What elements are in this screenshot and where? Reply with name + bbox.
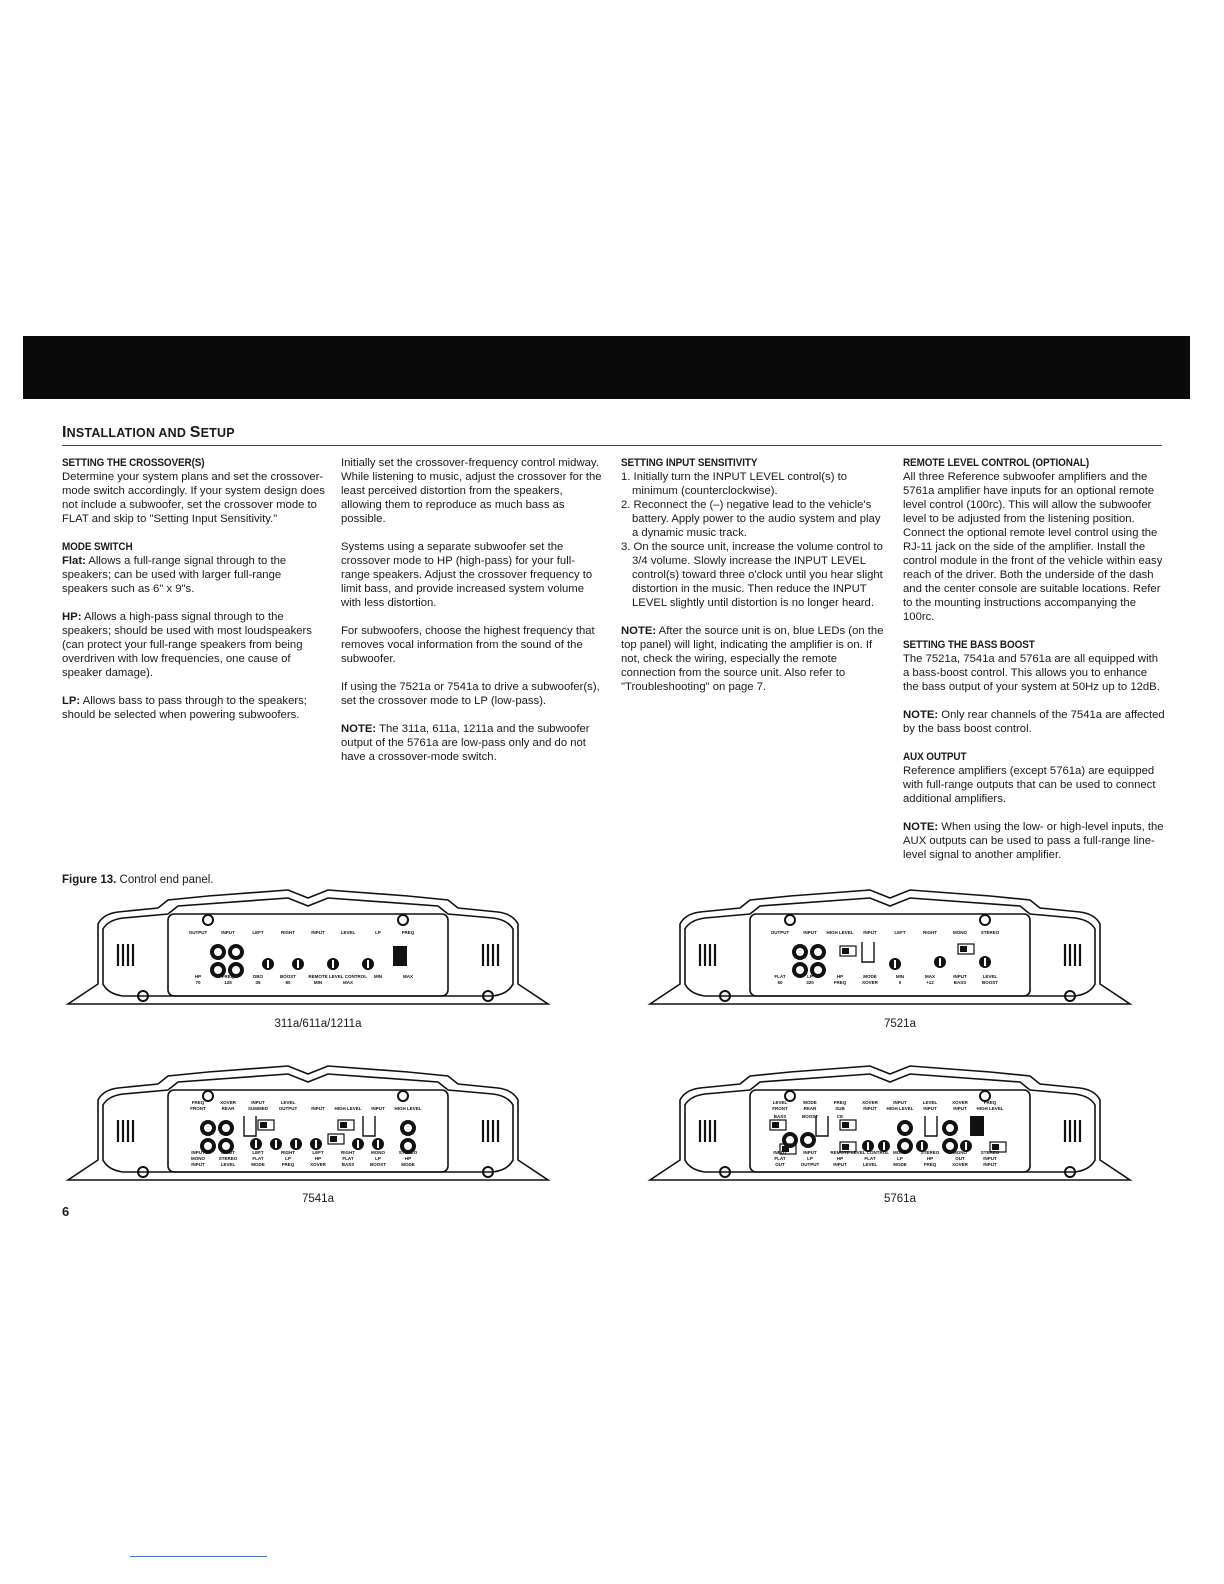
panel-text-label: INPUT (953, 1106, 967, 1111)
knob-pointer (377, 1140, 379, 1148)
paragraph-aux-output: Reference amplifiers (except 5761a) are equipped with full-range outputs that can be used to connect additional amplifiers. (903, 765, 1156, 805)
rca-jack-center (946, 1142, 954, 1150)
panel-text-label: HP (314, 1156, 322, 1161)
panel-text-label: STEREO (218, 1156, 238, 1161)
panel-text-label: MONO (953, 1150, 967, 1155)
panel-text-label: FRONT (190, 1106, 206, 1111)
panel-text-label: BASS (341, 1162, 355, 1167)
panel-text-label: OUTPUT (278, 1106, 298, 1111)
rca-jack-center (214, 948, 222, 956)
panel-text-label: BOOST (369, 1162, 387, 1167)
panel-text-label: LP (375, 930, 381, 935)
panel-text-label: BOOST (801, 1114, 819, 1119)
panel-text-label: MONO (371, 1150, 385, 1155)
panel-text-label: REAR (221, 1106, 235, 1111)
panel-text-label: MAX (343, 980, 353, 985)
knob-pointer (939, 958, 941, 966)
step-item: 1. Initially turn the INPUT LEVEL control(s) to minimum (counterclockwise). (621, 471, 848, 497)
paragraph-crossover-midway: Initially set the crossover-frequency control midway. While listening to music, adjust the crossover for the least perceived distortion from the speakers, allowing them to reproduce as much bass as possible. (341, 457, 602, 525)
panel-text-label: LEFT (252, 1150, 264, 1155)
panel-text-label: INPUT (221, 930, 235, 935)
heading-setting-crossover: SETTING THE CROSSOVER(S) (62, 457, 205, 469)
remote-jack-icon (970, 1116, 984, 1136)
panel-text-label: INPUT (803, 930, 817, 935)
panel-text-label: XOVER (862, 1100, 878, 1105)
paragraph-lp: LP: Allows bass to pass through to the speakers; should be selected when powering subwoofers. (62, 695, 307, 721)
panel-text-label: INPUT (983, 1156, 997, 1161)
panel-text-label: INPUT (983, 1162, 997, 1167)
panel-text-label: MONO (893, 1150, 907, 1155)
panel-text-label: FREQ (401, 930, 415, 935)
panel-text-label: MODE (893, 1162, 907, 1167)
panel-text-label: STEREO (398, 1150, 418, 1155)
panel-text-label: FLAT (774, 1156, 786, 1161)
panel-text-label: 0 (898, 980, 902, 985)
panel-text-label: HP (836, 1156, 844, 1161)
panel-text-label: LEFT (894, 930, 906, 935)
panel-text-label: SUB (835, 1106, 845, 1111)
switch-slider (960, 946, 967, 952)
panel-text-label: OUTPUT (770, 930, 790, 935)
knob-pointer (357, 1140, 359, 1148)
panel-text-label: XOVER (952, 1162, 968, 1167)
rca-jack-center (814, 948, 822, 956)
heading-mode-switch: MODE SWITCH (62, 541, 133, 553)
panel-text-label: BOOST (279, 974, 297, 979)
panel-text-label: MONO (953, 930, 967, 935)
column-4 (903, 456, 1165, 876)
rca-jack-center (946, 1124, 954, 1132)
panel-text-label: XOVER (952, 1100, 968, 1105)
knob-pointer (367, 960, 369, 968)
panel-text-label: LP (285, 1156, 291, 1161)
panel-text-label: FREQ (281, 1162, 295, 1167)
paragraph-separate-subwoofer: Systems using a separate subwoofer set the crossover mode to HP (high-pass) for your full-range speakers. Adjust the crossover frequency to limit bass, and provide increased system volume with less distortion. (341, 541, 593, 609)
column-2 (341, 456, 603, 778)
panel-text-label: MAX (925, 974, 935, 979)
panel-text-label: LEVEL (862, 1162, 878, 1167)
switch-slider (842, 1122, 849, 1128)
paragraph-bass-boost: The 7521a, 7541a and 5761a are all equipped with a bass-boost control. This allows you to enhance the bass output of your system at 50Hz up to 12dB. (903, 653, 1160, 693)
rca-jack-center (204, 1142, 212, 1150)
panel-text-label: INPUT (191, 1150, 205, 1155)
panel-text-label: BOOST (981, 980, 999, 985)
switch-slider (842, 948, 849, 954)
panel-text-label: STEREO (920, 1150, 940, 1155)
page-number: 6 (62, 1204, 70, 1219)
panel-text-label: OUT (775, 1162, 785, 1167)
panel-text-label: RIGHT (341, 1150, 355, 1155)
amp-outline (650, 890, 1130, 1004)
screw-icon (980, 915, 990, 925)
connector-icon (816, 1116, 828, 1136)
amp-heatsink (103, 1074, 513, 1172)
panel-text-label: LEVEL (340, 930, 356, 935)
knob-pointer (921, 1142, 923, 1150)
remote-jack-icon (393, 946, 407, 966)
panel-text-label: INPUT (221, 1150, 235, 1155)
panel-text-label: CE (836, 1114, 844, 1119)
knob-pointer (332, 960, 334, 968)
panel-label: 5761a (884, 1193, 916, 1205)
panel-text-label: FREQ (221, 974, 235, 979)
panel-text-label: +12 (926, 980, 934, 985)
panel-text-label: INPUT (803, 1150, 817, 1155)
panel-text-label: INPUT (251, 1100, 265, 1105)
rca-jack-center (222, 1142, 230, 1150)
column-3 (621, 456, 885, 708)
screw-icon (203, 915, 213, 925)
header-black-band (23, 336, 1190, 399)
panel-text-label: HP (926, 1156, 934, 1161)
panel-text-label: FREQ (923, 1162, 937, 1167)
panel-text-label: RIGHT (923, 930, 937, 935)
panel-text-label: LP (897, 1156, 903, 1161)
panel-text-label: BASS (953, 980, 967, 985)
panel-text-label: HIGH LEVEL (394, 1106, 422, 1111)
connector-icon (244, 1116, 256, 1136)
panel-text-label: HIGH LEVEL (886, 1106, 914, 1111)
input-sensitivity-steps (621, 470, 885, 610)
rca-jack-center (804, 1136, 812, 1144)
step-item: 2. Reconnect the (–) negative lead to the vehicle's battery. Apply power to the audio system and play a dynamic music track. (621, 499, 881, 539)
rca-jack-center (232, 966, 240, 974)
panel-text-label: XOVER (862, 980, 878, 985)
panel-text-label: RIGHT (281, 1150, 295, 1155)
panel-text-label: 125 (224, 980, 232, 985)
rca-jack-center (404, 1124, 412, 1132)
rca-jack-center (222, 1124, 230, 1132)
knob-pointer (315, 1140, 317, 1148)
panel-text-label: LEVEL (280, 1100, 296, 1105)
panel-text-label: FREQ (191, 1100, 205, 1105)
panel-7541a (58, 1060, 558, 1190)
rca-jack-center (901, 1142, 909, 1150)
knob-pointer (867, 1142, 869, 1150)
panel-text-label: LP (807, 1156, 813, 1161)
amp-heatsink (685, 898, 1095, 996)
switch-slider (772, 1122, 779, 1128)
paragraph-note-rear-channels: NOTE: Only rear channels of the 7541a are affected by the bass boost control. (903, 709, 1165, 735)
knob-pointer (275, 1140, 277, 1148)
switch-slider (330, 1136, 337, 1142)
figure-caption: Figure 13. Control end panel. (62, 874, 214, 886)
screw-icon (398, 1091, 408, 1101)
heading-bass-boost: SETTING THE BASS BOOST (903, 639, 1035, 651)
panel-text-label: INPUT (893, 1100, 907, 1105)
panel-311a-611a-1211a (58, 884, 558, 1014)
panel-text-label: OUT (955, 1156, 965, 1161)
rca-jack-center (814, 966, 822, 974)
panel-text-label: RIGHT (281, 930, 295, 935)
panel-text-label: MIN (895, 974, 905, 979)
panel-text-label: XOVER (310, 1162, 326, 1167)
panel-text-label: 35 (255, 980, 261, 985)
amp-outline (650, 1066, 1130, 1180)
panel-text-label: INPUT (773, 1150, 787, 1155)
paragraph-hp: HP: Allows a high-pass signal through to the speakers; should be used with most loudspeakers (can protect your full-range speakers from being overdriven with low frequencies, one cause of speaker damage). (62, 611, 312, 679)
panel-text-label: FLAT (864, 1156, 876, 1161)
paragraph-note-aux: NOTE: When using the low- or high-level inputs, the AUX outputs can be used to pass a full-range line-level signal to another amplifier. (903, 821, 1164, 861)
panel-text-label: HIGH LEVEL (826, 930, 854, 935)
switch-slider (340, 1122, 347, 1128)
panel-text-label: OUTPUT (800, 1162, 820, 1167)
panel-text-label: FLAT (774, 974, 786, 979)
panel-text-label: MODE (803, 1100, 817, 1105)
panel-text-label: MONO (191, 1156, 205, 1161)
panel-text-label: HP (836, 974, 844, 979)
panel-text-label: INPUT (311, 930, 325, 935)
paragraph-remote-level: All three Reference subwoofer amplifiers and the 5761a amplifier have inputs for an optional remote level control (100rc). This will allow the subwoofer level to be adjusted from the listening position. Connect the optional remote level control using the RJ-11 jack on the side of the amplifier. Install the control module in the front of the vehicle within easy reach of the driver. Both the underside of the dash and the center console are suitable locations. Refer to the mounting instructions accompanying the 100rc. (903, 471, 1163, 623)
panel-text-label: 80 (285, 980, 291, 985)
panel-text-label: LEFT (312, 1150, 324, 1155)
knob-pointer (297, 960, 299, 968)
panel-text-label: HP (404, 1156, 412, 1161)
rca-jack-center (214, 966, 222, 974)
connector-icon (862, 942, 874, 962)
title-rule (62, 445, 1162, 446)
panel-text-label: HIGH LEVEL (976, 1106, 1004, 1111)
connector-icon (925, 1116, 937, 1136)
panel-text-label: SUMMED (248, 1106, 268, 1111)
panel-text-label: LEVEL CONTROL (851, 1150, 889, 1155)
panel-text-label: MAX (403, 974, 413, 979)
panel-text-label: INPUT (923, 1106, 937, 1111)
knob-pointer (883, 1142, 885, 1150)
panel-text-label: MIN (373, 974, 383, 979)
panel-text-label: MODE (401, 1162, 415, 1167)
panel-text-label: MIN (313, 980, 323, 985)
heading-remote-level: REMOTE LEVEL CONTROL (OPTIONAL) (903, 457, 1090, 469)
panel-text-label: LEVEL (982, 974, 998, 979)
amp-outline (68, 1066, 548, 1180)
panel-text-label: BASS (773, 1114, 787, 1119)
panel-text-label: OUTPUT (188, 930, 208, 935)
panel-label: 7541a (302, 1193, 334, 1205)
panel-7521a (640, 884, 1140, 1014)
panel-text-label: 320 (806, 980, 814, 985)
panel-text-label: LEVEL (772, 1100, 788, 1105)
step-item: 3. On the source unit, increase the volume control to 3/4 volume. Slowly increase the INPUT LEVEL control(s) toward three o'clock until you hear slight distortion in the music. Then reduce the INPUT LEVEL slightly until distortion is no longer heard. (621, 541, 883, 609)
paragraph-subwoofer-frequency: For subwoofers, choose the highest frequency that removes vocal information from the sound of the subwoofer. (341, 625, 595, 665)
heading-aux-output: AUX OUTPUT (903, 751, 967, 763)
rca-jack-center (796, 966, 804, 974)
rca-jack-center (204, 1124, 212, 1132)
knob-pointer (984, 958, 986, 966)
panel-text-label: FLAT (252, 1156, 264, 1161)
rca-jack-center (404, 1142, 412, 1150)
panel-text-label: LP (807, 974, 813, 979)
amp-outline (68, 890, 548, 1004)
screw-icon (398, 915, 408, 925)
panel-text-label: INPUT (311, 1106, 325, 1111)
panel-text-label: INPUT (953, 974, 967, 979)
knob-pointer (894, 960, 896, 968)
heading-input-sensitivity: SETTING INPUT SENSITIVITY (621, 457, 758, 469)
panel-text-label: INPUT (371, 1106, 385, 1111)
knob-pointer (295, 1140, 297, 1148)
footnote-rule (130, 1556, 267, 1557)
panel-5761a (640, 1060, 1140, 1190)
panel-text-label: STEREO (980, 1150, 1000, 1155)
panel-text-label: REMOTE (830, 1150, 850, 1155)
knob-pointer (267, 960, 269, 968)
panel-text-label: HIGH LEVEL (334, 1106, 362, 1111)
panel-text-label: INPUT (863, 1106, 877, 1111)
amp-heatsink (685, 1074, 1095, 1172)
paragraph-crossover: Determine your system plans and set the crossover-mode switch accordingly. If your system design does not include a subwoofer, set the crossover mode to FLAT and skip to "Setting Input Sensitivity." (62, 471, 325, 525)
panel-text-label: FRONT (772, 1106, 788, 1111)
panel-text-label: DBO (253, 974, 263, 979)
panel-text-label: INPUT (191, 1162, 205, 1167)
rca-jack-center (232, 948, 240, 956)
panel-text-label: FREQ (983, 1100, 997, 1105)
paragraph-lowpass: If using the 7521a or 7541a to drive a subwoofer(s), set the crossover mode to LP (low-pass). (341, 681, 600, 707)
panel-text-label: INPUT (833, 1162, 847, 1167)
panel-text-label: REMOTE (308, 974, 328, 979)
section-title: INSTALLATION AND SETUP (62, 424, 235, 441)
panel-text-label: MODE (863, 974, 877, 979)
panel-label: 7521a (884, 1018, 916, 1030)
panel-text-label: LP (375, 1156, 381, 1161)
panel-text-label: REAR (803, 1106, 817, 1111)
screw-icon (785, 915, 795, 925)
panel-text-label: INPUT (863, 930, 877, 935)
switch-slider (260, 1122, 267, 1128)
knob-pointer (965, 1142, 967, 1150)
paragraph-flat: Flat: Allows a full-range signal through to the speakers; can be used with larger full-range speakers such as 6" x 9"s. (62, 555, 287, 595)
amp-heatsink (103, 898, 513, 996)
panel-text-label: 70 (195, 980, 201, 985)
panel-text-label: LEVEL CONTROL (329, 974, 367, 979)
panel-text-label: STEREO (980, 930, 1000, 935)
column-1 (62, 456, 327, 736)
panel-text-label: LEVEL (922, 1100, 938, 1105)
rca-jack-center (901, 1124, 909, 1132)
panel-text-label: LEFT (252, 930, 264, 935)
rca-jack-center (786, 1136, 794, 1144)
paragraph-note-lowpass-only: NOTE: The 311a, 611a, 1211a and the subwoofer output of the 5761a are low-pass only and do not have a crossover-mode switch. (341, 723, 590, 763)
panel-text-label: 50 (777, 980, 783, 985)
rca-jack-center (796, 948, 804, 956)
paragraph-note-leds: NOTE: After the source unit is on, blue LEDs (on the top panel) will light, indicating the amplifier is on. If not, check the wiring, especially the remote connection from the source unit. Also refer to "Troubleshooting" on page 7. (621, 625, 884, 693)
panel-text-label: FREQ (833, 980, 847, 985)
panel-text-label: FLAT (342, 1156, 354, 1161)
panel-text-label: FREQ (833, 1100, 847, 1105)
knob-pointer (255, 1140, 257, 1148)
screw-icon (203, 1091, 213, 1101)
panel-text-label: MODE (251, 1162, 265, 1167)
panel-text-label: HP (194, 974, 202, 979)
connector-icon (363, 1116, 375, 1136)
panel-text-label: LEVEL (220, 1162, 236, 1167)
panel-text-label: XOVER (220, 1100, 236, 1105)
panel-label: 311a/611a/1211a (274, 1018, 362, 1030)
